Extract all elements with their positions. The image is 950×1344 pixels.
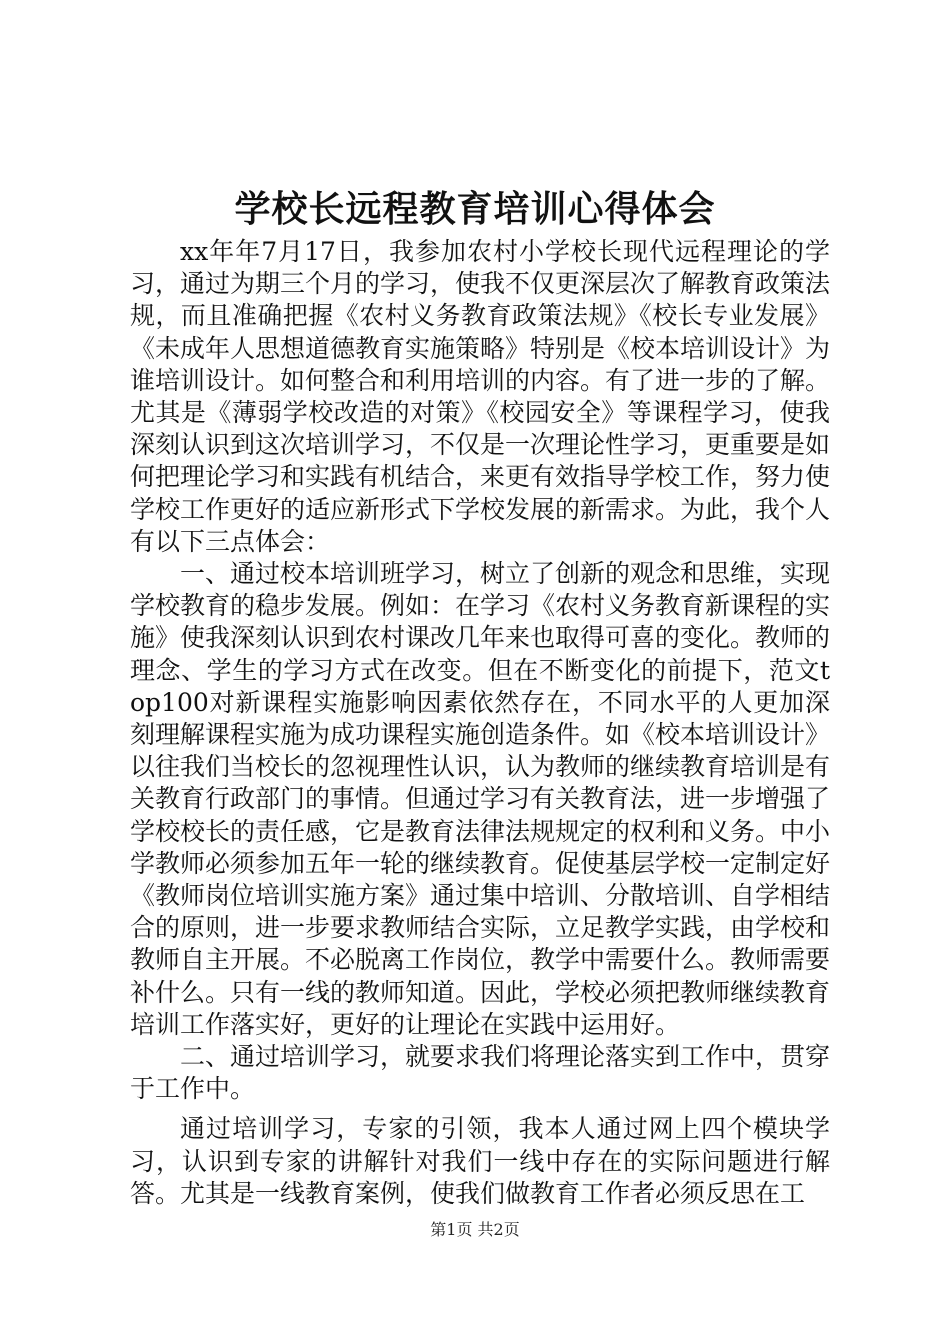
document-title: 学校长远程教育培训心得体会	[234, 188, 716, 230]
paragraph-intro: xx年年7月17日，我参加农村小学校长现代远程理论的学习，通过为期三个月的学习，使我不仅更深层次了解教育政策法规，而且准确把握《农村义务教育政策法规》《校长专业发展》《未成年人思想道德教育实施策略》特别是《校本培训设计》为谁培训设计。如何整合和利用培训的内容。有了进一步的了解。尤其是《薄弱学校改造的对策》《校园安全》等课程学习，使我深刻认识到这次培训学习，不仅是一次理论性学习，更重要是如何把理论学习和实践有机结合，来更有效指导学校工作，努力使学校工作更好的适应新形式下学校发展的新需求。为此，我个人有以下三点体会：	[130, 237, 831, 556]
paragraph-point-two: 二、通过培训学习，就要求我们将理论落实到工作中，贯穿于工作中。	[130, 1042, 831, 1104]
paragraph-training-study: 通过培训学习，专家的引领，我本人通过网上四个模块学习，认识到专家的讲解针对我们一线中存在的实际问题进行解答。尤其是一线教育案例，使我们做教育工作者必须反思在工	[130, 1114, 830, 1208]
document-body	[130, 236, 830, 1210]
page-number-footer: 第1页 共2页	[430, 1220, 520, 1239]
paragraph-point-one: 一、通过校本培训班学习，树立了创新的观念和思维，实现学校教育的稳步发展。例如：在学习《农村义务教育新课程的实施》使我深刻认识到农村课改几年来也取得可喜的变化。教师的理念、学生的学习方式在改变。但在不断变化的前提下，范文top100对新课程实施影响因素依然存在，不同水平的人更加深刻理解课程实施为成功课程实施创造条件。如《校本培训设计》以往我们当校长的忽视理性认识，认为教师的继续教育培训是有关教育行政部门的事情。但通过学习有关教育法，进一步增强了学校校长的责任感，它是教育法律法规规定的权利和义务。中小学教师必须参加五年一轮的继续教育。促使基层学校一定制定好《教师岗位培训实施方案》通过集中培训、分散培训、自学相结合的原则，进一步要求教师结合实际，立足教学实践，由学校和教师自主开展。不必脱离工作岗位，教学中需要什么。教师需要补什么。只有一线的教师知道。因此，学校必须把教师继续教育培训工作落实好，更好的让理论在实践中运用好。	[130, 559, 831, 1039]
